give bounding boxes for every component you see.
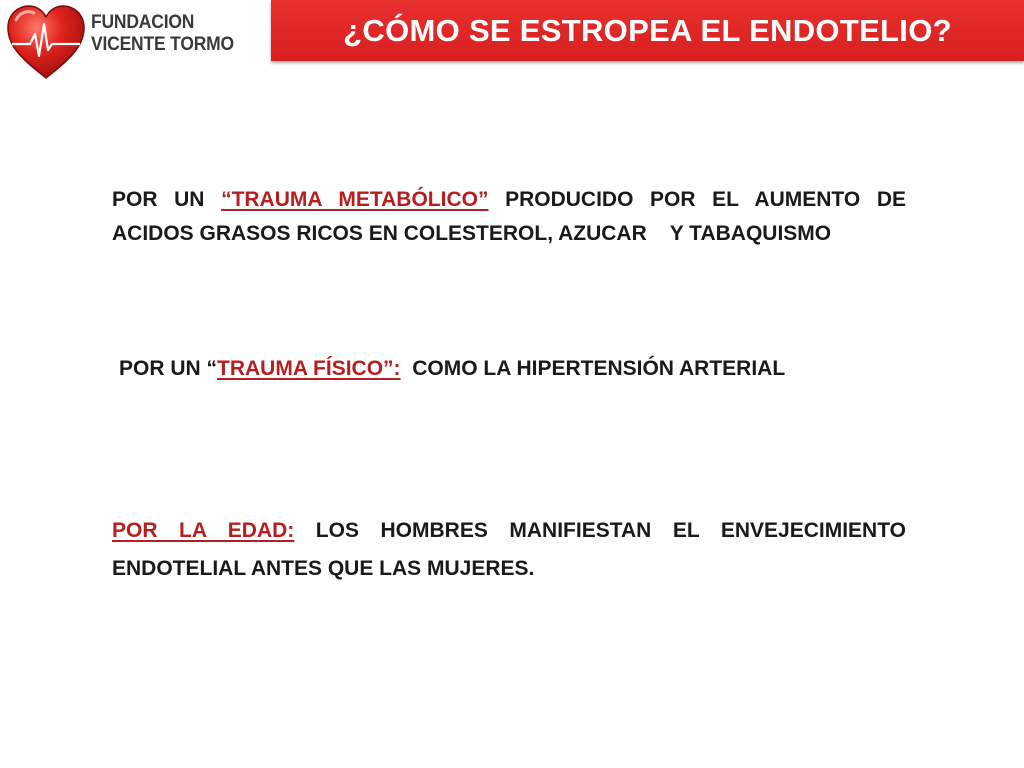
- p2-prefix: POR UN “: [119, 357, 218, 380]
- title-bar: [271, 0, 1024, 61]
- paragraph-metabolic-trauma: [112, 183, 912, 251]
- heart-ecg-icon: [6, 4, 86, 82]
- logo-line-2: VICENTE TORMO: [91, 34, 234, 55]
- p2-highlight: TRAUMA FÍSICO”:: [217, 357, 401, 380]
- p2-rest: COMO LA HIPERTENSIÓN ARTERIAL: [400, 357, 786, 380]
- paragraph-age: [112, 512, 906, 588]
- logo: [6, 4, 246, 82]
- logo-text: [91, 12, 234, 56]
- paragraph-physical-trauma: [119, 352, 913, 386]
- p1-prefix: POR UN: [112, 188, 222, 211]
- p3-rest: LOS HOMBRES MANIFIESTAN EL ENVEJECIMIENTO ENDOTELIAL ANTES QUE LAS MUJERES.: [112, 519, 906, 580]
- p3-highlight: POR LA EDAD:: [112, 519, 295, 542]
- p1-highlight: “TRAUMA METABÓLICO”: [221, 188, 489, 211]
- logo-line-1: FUNDACION: [91, 12, 195, 33]
- p1-rest: PRODUCIDO POR EL AUMENTO DE ACIDOS GRASOS RICOS EN COLESTEROL, AZUCAR Y TABAQUISMO: [112, 188, 912, 245]
- page-title: ¿CÓMO SE ESTROPEA EL ENDOTELIO?: [343, 12, 952, 48]
